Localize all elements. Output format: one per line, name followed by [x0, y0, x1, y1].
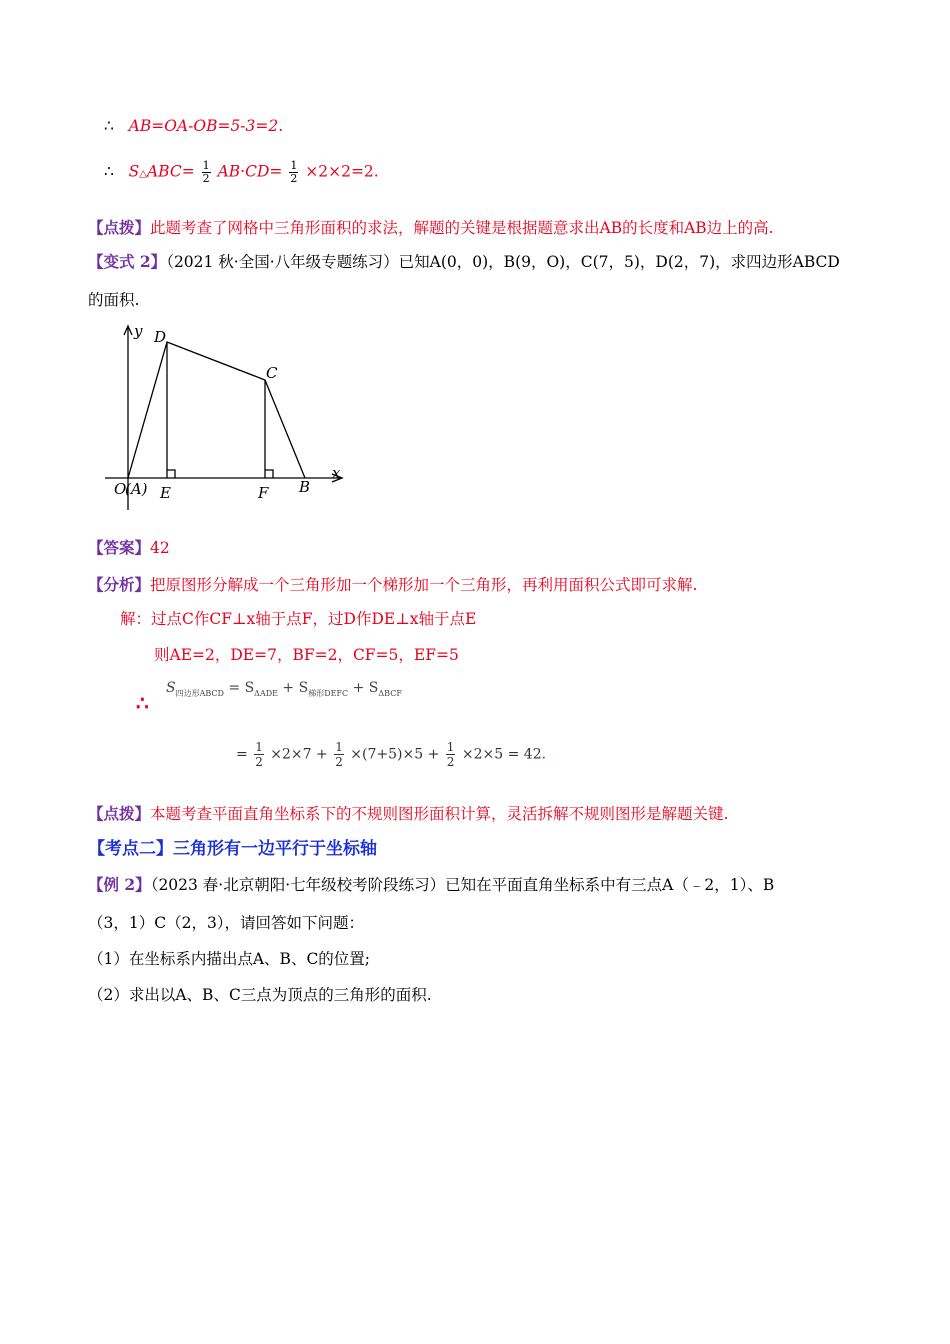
- step-ab-length: ∴ AB=OA-OB=5-3=2.: [104, 117, 284, 135]
- right-angle-e: [167, 470, 175, 478]
- point-d-label: D: [154, 328, 167, 346]
- half-fraction: $\frac{1}{2}$: [202, 159, 210, 185]
- right-angle-f: [265, 470, 273, 478]
- y-label: y: [134, 322, 143, 340]
- answer: 【答案】42: [88, 538, 170, 557]
- point-a-label: (A): [125, 480, 148, 498]
- analysis: 【分析】把原图形分解成一个三角形加一个梯形加一个三角形，再利用面积公式即可求解.: [88, 575, 698, 594]
- step-area-abc: ∴ S△ABC= $\frac{1}{2}$ AB·CD= $\frac{1}{2}$ ×2×2=2.: [104, 159, 379, 185]
- point-f-label: F: [258, 484, 269, 502]
- quadrilateral-outline: [128, 342, 305, 478]
- therefore-symbol: ∴: [136, 691, 149, 715]
- area-decomposition-equation: $S_{四边形ABCD} = S_{\Delta ADE} + S_{梯形DEFC} + S_{\Delta BCF}$: [166, 680, 402, 698]
- point-b-label: B: [299, 478, 311, 496]
- solution-line-2: 则AE=2，DE=7，BF=2，CF=5，EF=5: [154, 646, 459, 664]
- area-calculation-equation: = $\frac{1}{2}$ ×2×7 + $\frac{1}{2}$ ×(7+5)×5 + $\frac{1}{2}$ ×2×5 = 42.: [236, 740, 547, 769]
- tip-1: 【点拨】此题考查了网格中三角形面积的求法，解题的关键是根据题意求出AB的长度和AB边上的高.: [88, 218, 774, 237]
- section-heading: 【考点二】三角形有一边平行于坐标轴: [88, 839, 377, 859]
- question-1: （1）在坐标系内描出点A、B、C的位置;: [88, 950, 371, 968]
- example-2-question: 【例 2】（2023 春·北京朝阳·七年级校考阶段练习）已知在平面直角坐标系中有三点A（﹣2，1）、B: [88, 875, 775, 894]
- variant-2-question: 【变式 2】（2021 秋·全国·八年级专题练习）已知A(0，0)，B(9，O)，C(7，5)，D(2，7)，求四边形ABCD: [88, 252, 840, 271]
- half-fraction-2: $\frac{1}{2}$: [290, 159, 298, 185]
- point-e-label: E: [160, 484, 171, 502]
- question-2: （2）求出以A、B、C三点为顶点的三角形的面积.: [88, 986, 432, 1004]
- quadrilateral-figure: [100, 320, 360, 520]
- example-2-question-cont: （3，1）C（2，3），请回答如下问题：: [88, 914, 365, 932]
- x-label: x: [332, 464, 341, 482]
- point-c-label: C: [266, 364, 278, 382]
- solution-line-1: 解：过点C作CF⊥x轴于点F，过D作DE⊥x轴于点E: [120, 610, 477, 628]
- ab-length-text: AB=OA-OB=5-3=2.: [128, 117, 284, 135]
- variant-2-question-cont: 的面积.: [88, 291, 140, 309]
- tip-2: 【点拨】本题考查平面直角坐标系下的不规则图形面积计算，灵活拆解不规则图形是解题关键.: [88, 804, 729, 823]
- point-o-label: O: [114, 480, 127, 498]
